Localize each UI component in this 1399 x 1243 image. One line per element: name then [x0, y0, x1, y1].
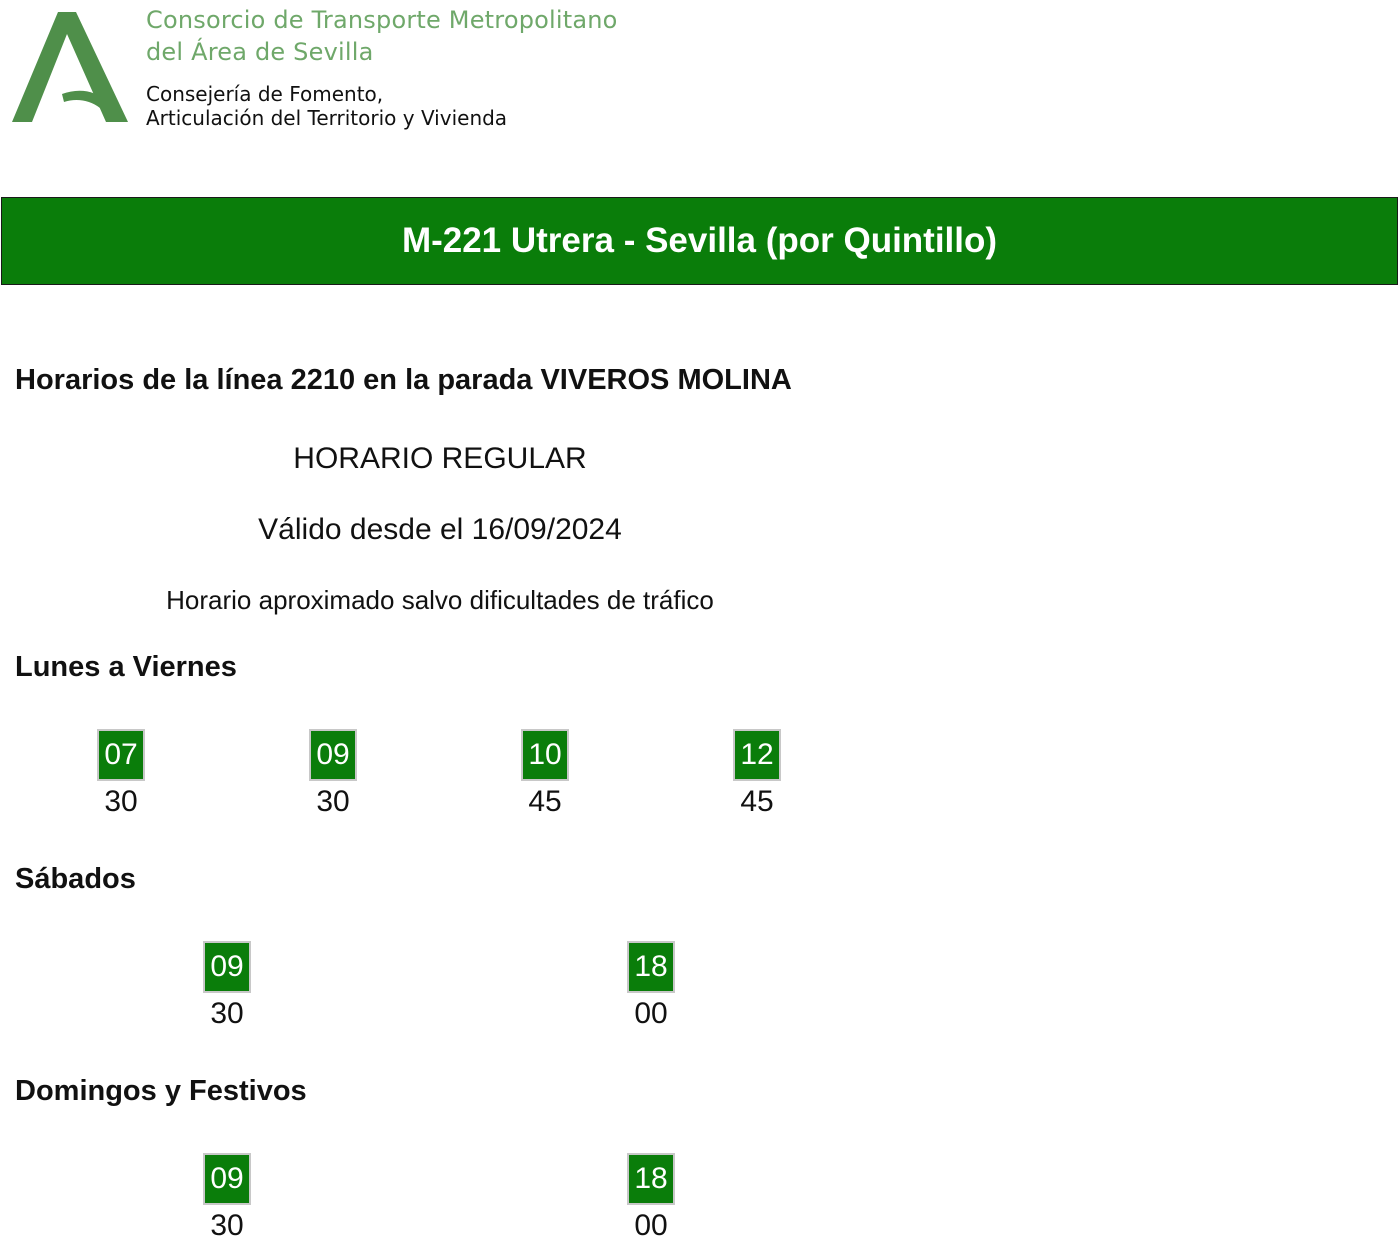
departure-minute: 30 [210, 1209, 244, 1242]
org-name-line2: del Área de Sevilla [146, 38, 374, 66]
departure-time [505, 729, 585, 819]
departure-minute: 45 [740, 785, 774, 818]
departure-time [187, 941, 267, 1031]
section-title-weekdays: Lunes a Viernes [15, 651, 237, 683]
departure-hour: 09 [309, 729, 357, 781]
schedule-type: HORARIO REGULAR [293, 442, 587, 475]
departure-time [187, 1153, 267, 1243]
schedule-note: Horario aproximado salvo dificultades de tráfico [166, 585, 714, 615]
stop-title: Horarios de la línea 2210 en la parada VIVEROS MOLINA [15, 364, 792, 396]
departure-minute: 45 [528, 785, 562, 818]
departure-minute: 30 [104, 785, 138, 818]
route-banner [1, 197, 1398, 285]
departure-time [611, 1153, 691, 1243]
valid-from: Válido desde el 16/09/2024 [258, 513, 622, 546]
departure-time [611, 941, 691, 1031]
departure-minute: 30 [316, 785, 350, 818]
org-name-line1: Consorcio de Transporte Metropolitano [146, 6, 618, 34]
departure-minute: 00 [634, 1209, 668, 1242]
departure-time [293, 729, 373, 819]
departure-time [81, 729, 161, 819]
section-title-saturdays: Sábados [15, 863, 136, 895]
departure-hour: 09 [203, 1153, 251, 1205]
departure-hour: 12 [733, 729, 781, 781]
departure-hour: 07 [97, 729, 145, 781]
departure-hour: 09 [203, 941, 251, 993]
junta-andalucia-logo [10, 10, 132, 128]
departure-hour: 10 [521, 729, 569, 781]
logo-mark [12, 12, 128, 122]
departure-hour: 18 [627, 941, 675, 993]
section-title-sundays: Domingos y Festivos [15, 1075, 307, 1107]
dept-name-line1: Consejería de Fomento, [146, 82, 384, 106]
departure-hour: 18 [627, 1153, 675, 1205]
departure-time [717, 729, 797, 819]
departure-minute: 00 [634, 997, 668, 1030]
departure-minute: 30 [210, 997, 244, 1030]
dept-name-line2: Articulación del Territorio y Vivienda [146, 106, 508, 130]
route-title: M-221 Utrera - Sevilla (por Quintillo) [401, 221, 998, 260]
